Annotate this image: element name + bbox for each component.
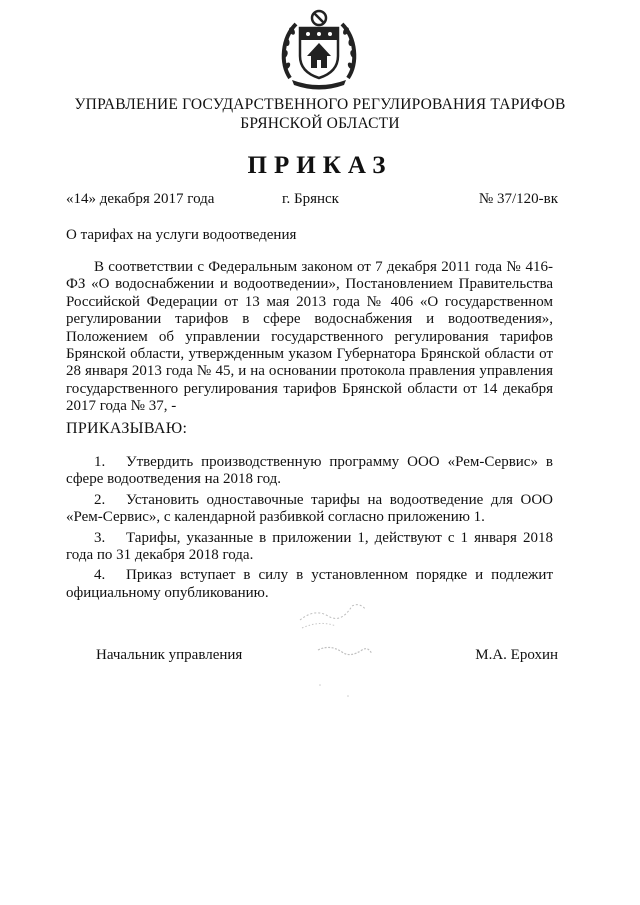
document-subject: О тарифах на услуги водоотведения: [66, 227, 297, 243]
handwritten-signature-icon: [290, 590, 390, 700]
item-text: Утвердить производственную программу ООО «Рем-Сервис» в сфере водоотведения на 2018 год.: [66, 454, 553, 488]
document-date: «14» декабря 2017 года: [66, 191, 215, 207]
list-item: [66, 454, 553, 489]
item-text: Установить одноставочные тарифы на водоотведение для ООО «Рем-Сервис», с календарной разбивкой согласно приложению 1.: [66, 491, 553, 526]
signature-block: [0, 590, 640, 700]
item-number: 1.: [94, 454, 106, 470]
document-number: № 37/120-вк: [478, 191, 558, 207]
coat-of-arms-icon: [278, 8, 360, 90]
item-text: Тарифы, указанные в приложении 1, действуют с 1 января 2018 года по 31 декабря 2018 года.: [66, 529, 553, 564]
order-items-list: [66, 454, 553, 605]
item-number: 3.: [94, 529, 106, 546]
signatory-name: М.А. Ерохин: [475, 647, 558, 663]
list-item: [66, 492, 553, 527]
preamble-paragraph: В соответствии с Федеральным законом от 7 декабря 2011 года № 416-ФЗ «О водоснабжении и водоотведении», Постановлением Правительства Российской Федерации от 13 мая 2013 года № 406 «О государственном регулировании тарифов в сфере водоснабжения и водоотведения», Положением об управлении государственного регулирования тарифов Брянской области, утвержденным указом Губернатора Брянской области от 28 января 2013 года № 45, и на основании протокола правления управления государственного регулирования тарифов Брянской области от 14 декабря 2017 года № 37, -: [66, 259, 553, 415]
list-item: [66, 530, 553, 565]
item-number: 2.: [94, 491, 106, 508]
organization-name-line1: УПРАВЛЕНИЕ ГОСУДАРСТВЕННОГО РЕГУЛИРОВАНИЯ ТАРИФОВ: [74, 96, 566, 113]
item-text: Приказ вступает в силу в установленном порядке и подлежит официальному опубликованию.: [66, 567, 553, 601]
organization-name-line2: БРЯНСКОЙ ОБЛАСТИ: [240, 115, 400, 132]
item-number: 4.: [94, 567, 106, 584]
document-title: ПРИКАЗ: [247, 152, 393, 179]
order-keyword: ПРИКАЗЫВАЮ:: [66, 420, 188, 437]
signatory-title: Начальник управления: [96, 647, 243, 663]
document-city: г. Брянск: [282, 191, 339, 207]
